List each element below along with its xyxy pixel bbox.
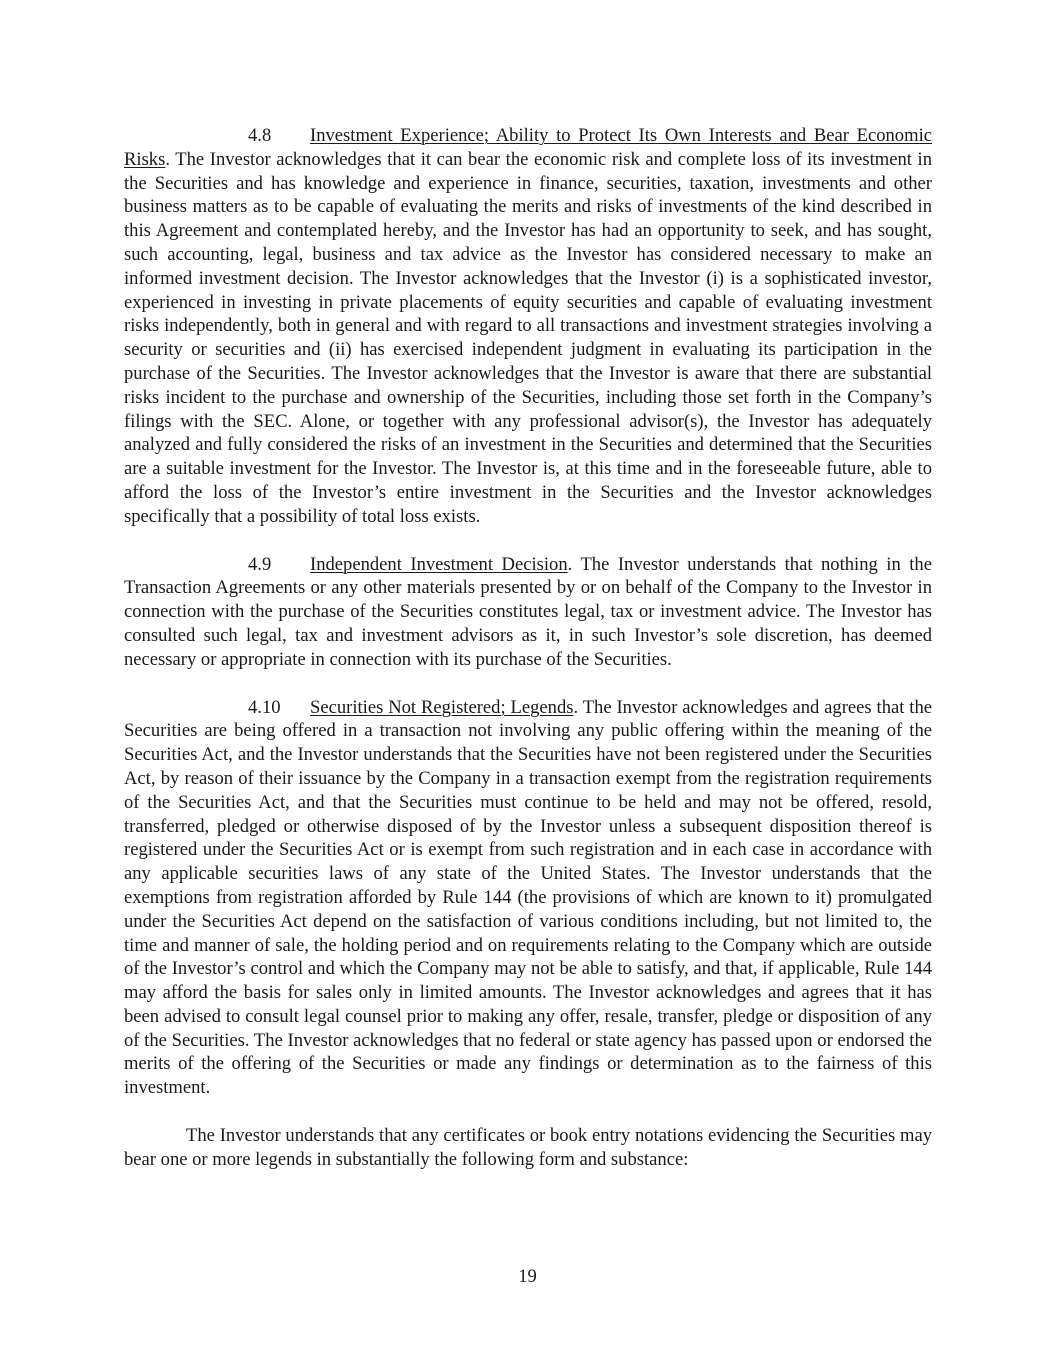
section-4-10 — [124, 696, 932, 1101]
heading-punctuation: . — [165, 148, 170, 170]
section-number: 4.8 — [248, 125, 272, 146]
heading-punctuation: . — [567, 553, 573, 575]
section-4-8 — [124, 124, 932, 529]
closing-paragraph: The Investor understands that any certificates or book entry notations evidencing the Securities may bear one or more legends in substantially the following form and substance: — [124, 1125, 932, 1170]
document-page — [124, 124, 932, 1196]
heading-punctuation: . — [573, 696, 579, 718]
section-number: 4.9 — [248, 553, 272, 575]
section-number: 4.10 — [248, 696, 281, 718]
section-body: The Investor acknowledges and agrees that the Securities are being offered in a transaction not involving any public offering within the meaning of the Securities Act, and the Investor understands that the Securities have not been registered under the Securities Act, by reason of their issuance by the Company in a transaction exempt from the registration requirements of the Securities Act, and that the Securities must continue to be held and may not be offered, resold, transferred, pledged or otherwise disposed of by the Investor unless a subsequent disposition thereof is registered under the Securities Act or is exempt from such registration and in each case in accordance with any applicable securities laws of any state of the United States. The Investor understands that the exemptions from registration afforded by Rule 144 (the provisions of which are known to it) promulgated under the Securities Act depend on the satisfaction of various conditions including, but not limited to, the time and manner of sale, the holding period and on requirements relating to the Company which are outside of the Investor’s control and which the Company may not be able to satisfy, and that, if applicable, Rule 144 may afford the basis for sales only in limited amounts. The Investor acknowledges and agrees that it has been advised to consult legal counsel prior to making any offer, resale, transfer, pledge or disposition of any of the Securities. The Investor acknowledges that no federal or state agency has passed upon or endorsed the merits of the offering of the Securities or made any findings or determination as to the fairness of this investment. — [124, 696, 933, 1099]
section-body: The Investor acknowledges that it can bear the economic risk and complete loss of its investment in the Securities and has knowledge and experience in finance, securities, taxation, investments and other business matters as to be capable of evaluating the merits and risks of investments of the kind described in this Agreement and contemplated hereby, and the Investor has had an opportunity to seek, and has sought, such accounting, legal, business and tax advice as the Investor has considered necessary to make an informed investment decision. The Investor acknowledges that the Investor (i) is a sophisticated investor, experienced in investing in private placements of equity securities and capable of evaluating investment risks independently, both in general and with regard to all transactions and investment strategies involving a security or securities and (ii) has exercised independent judgment in evaluating its participation in the purchase of the Securities. The Investor acknowledges that the Investor is aware that there are substantial risks incident to the purchase and ownership of the Securities, including those set forth in the Company’s filings with the SEC. Alone, or together with any professional advisor(s), the Investor has adequately analyzed and fully considered the risks of an investment in the Securities and determined that the Securities are a suitable investment for the Investor. The Investor is, at this time and in the foreseeable future, able to afford the loss of the Investor’s entire investment in the Securities and the Investor acknowledges specifically that a possibility of total loss exists. — [124, 148, 932, 527]
section-heading: Independent Investment Decision — [310, 553, 568, 575]
section-body: The Investor understands that nothing in the Transaction Agreements or any other materials presented by or on behalf of the Company to the Investor in connection with the purchase of the Securities constitutes legal, tax or investment advice. The Investor has consulted such legal, tax and investment advisors as it, in such Investor’s sole discretion, has deemed necessary or appropriate in connection with its purchase of the Securities. — [124, 553, 932, 670]
section-heading: Securities Not Registered; Legends — [310, 696, 574, 718]
section-heading: Investment Experience; Ability to Protect Its Own Interests and Bear Economic Risks — [124, 125, 932, 170]
section-4-9 — [124, 553, 932, 672]
page-number: 19 — [518, 1266, 537, 1287]
